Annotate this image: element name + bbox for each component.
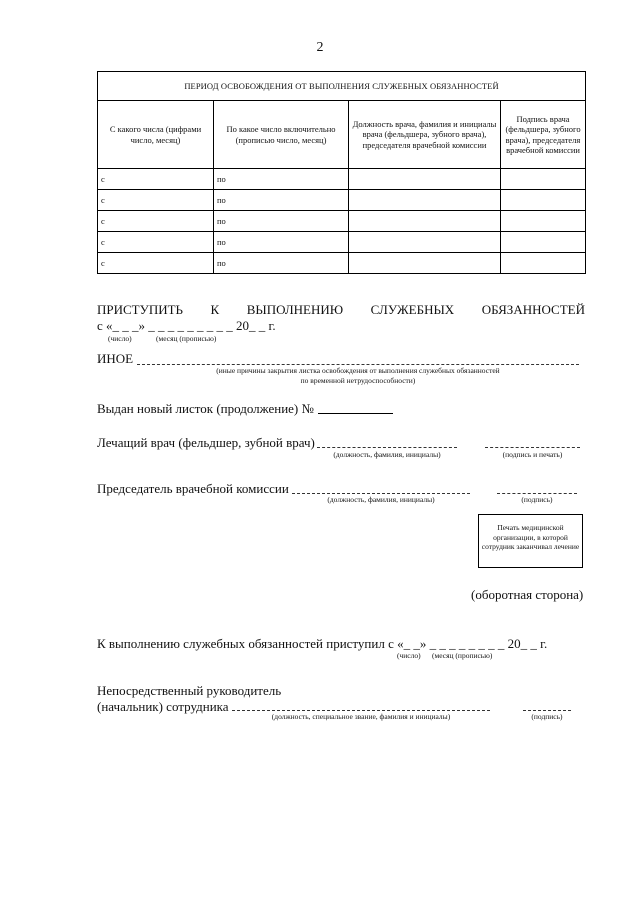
cell-signature[interactable] <box>501 232 586 253</box>
other-caption-1: (иные причины закрытия листка освобождения от выполнения служебных обязанностей <box>216 366 500 375</box>
cell-from[interactable]: с <box>98 190 214 211</box>
table-row <box>98 169 586 190</box>
table-row <box>98 211 586 232</box>
cell-from[interactable]: с <box>98 211 214 232</box>
manager-label-2: (начальник) сотрудника <box>97 699 229 714</box>
table-row <box>98 190 586 211</box>
manager-caption-position: (должность, специальное звание, фамилия и инициалы) <box>271 712 451 721</box>
started-line[interactable]: К выполнению служебных обязанностей приступил с «_ _» _ _ _ _ _ _ _ _ 20_ _ г. <box>97 636 548 651</box>
resume-word: К <box>210 302 220 317</box>
cell-to[interactable]: по <box>214 169 349 190</box>
cell-doctor[interactable] <box>349 211 501 232</box>
caption-month: (месяц (прописью) <box>156 334 217 343</box>
resume-duties-heading <box>97 302 585 318</box>
resume-date-line[interactable]: с «_ _ _» _ _ _ _ _ _ _ _ _ 20_ _ г. <box>97 318 276 333</box>
cell-to[interactable]: по <box>214 190 349 211</box>
doctor-position-line[interactable] <box>317 447 457 448</box>
column-header-signature: Подпись врача (фельдшера, зубного врача), председателя врачебной комиссии <box>501 101 586 169</box>
exemption-period-table <box>97 71 586 274</box>
doctor-signature-line[interactable] <box>485 447 580 448</box>
chairman-caption-position: (должность, фамилия, инициалы) <box>327 495 435 504</box>
resume-word: ПРИСТУПИТЬ <box>97 302 184 317</box>
doctor-caption-position: (должность, фамилия, инициалы) <box>333 450 441 459</box>
cell-doctor[interactable] <box>349 232 501 253</box>
column-header-to: По какое число включительно (прописью число, месяц) <box>214 101 349 169</box>
cell-doctor[interactable] <box>349 169 501 190</box>
table-row <box>98 253 586 274</box>
resume-word: ВЫПОЛНЕНИЮ <box>246 302 344 317</box>
cell-from[interactable]: с <box>98 253 214 274</box>
cell-signature[interactable] <box>501 190 586 211</box>
cell-from[interactable]: с <box>98 232 214 253</box>
cell-doctor[interactable] <box>349 190 501 211</box>
cell-signature[interactable] <box>501 253 586 274</box>
other-caption-2: по временной нетрудоспособности) <box>300 376 416 385</box>
manager-caption-signature: (подпись) <box>531 712 563 721</box>
column-header-from: С какого числа (цифрами число, месяц) <box>98 101 214 169</box>
started-caption-month: (месяц (прописью) <box>432 651 493 660</box>
chairman-caption-signature: (подпись) <box>521 495 553 504</box>
manager-signature-line[interactable] <box>523 710 571 711</box>
other-label: ИНОЕ <box>97 351 134 366</box>
chairman-position-line[interactable] <box>292 493 470 494</box>
doctor-caption-signature: (подпись и печать) <box>502 450 563 459</box>
cell-signature[interactable] <box>501 211 586 232</box>
manager-position-line[interactable] <box>232 710 490 711</box>
page-number: 2 <box>316 40 324 55</box>
table-row <box>98 232 586 253</box>
cell-from[interactable]: с <box>98 169 214 190</box>
stamp-box: Печать медицинской организации, в которой сотрудник заканчивал лечение <box>478 514 583 568</box>
chairman-label: Председатель врачебной комиссии <box>97 481 289 496</box>
chairman-signature-line[interactable] <box>497 493 577 494</box>
cell-to[interactable]: по <box>214 211 349 232</box>
new-sheet-number-line[interactable] <box>318 413 393 414</box>
new-sheet-label: Выдан новый листок (продолжение) № <box>97 401 314 416</box>
resume-word: ОБЯЗАННОСТЕЙ <box>481 302 585 317</box>
manager-label-1: Непосредственный руководитель <box>97 683 282 698</box>
cell-signature[interactable] <box>501 169 586 190</box>
cell-doctor[interactable] <box>349 253 501 274</box>
column-header-doctor: Должность врача, фамилия и инициалы врача (фельдшера, зубного врача), председателя врачебной комиссии <box>349 101 501 169</box>
doctor-label: Лечащий врач (фельдшер, зубной врач) <box>97 435 315 450</box>
caption-day: (число) <box>108 334 132 343</box>
cell-to[interactable]: по <box>214 232 349 253</box>
table-caption: ПЕРИОД ОСВОБОЖДЕНИЯ ОТ ВЫПОЛНЕНИЯ СЛУЖЕБНЫХ ОБЯЗАННОСТЕЙ <box>98 72 586 101</box>
reverse-side-label: (оборотная сторона) <box>471 587 584 602</box>
cell-to[interactable]: по <box>214 253 349 274</box>
resume-word: СЛУЖЕБНЫХ <box>370 302 455 317</box>
other-input-line[interactable] <box>137 364 579 365</box>
started-caption-day: (число) <box>397 651 421 660</box>
